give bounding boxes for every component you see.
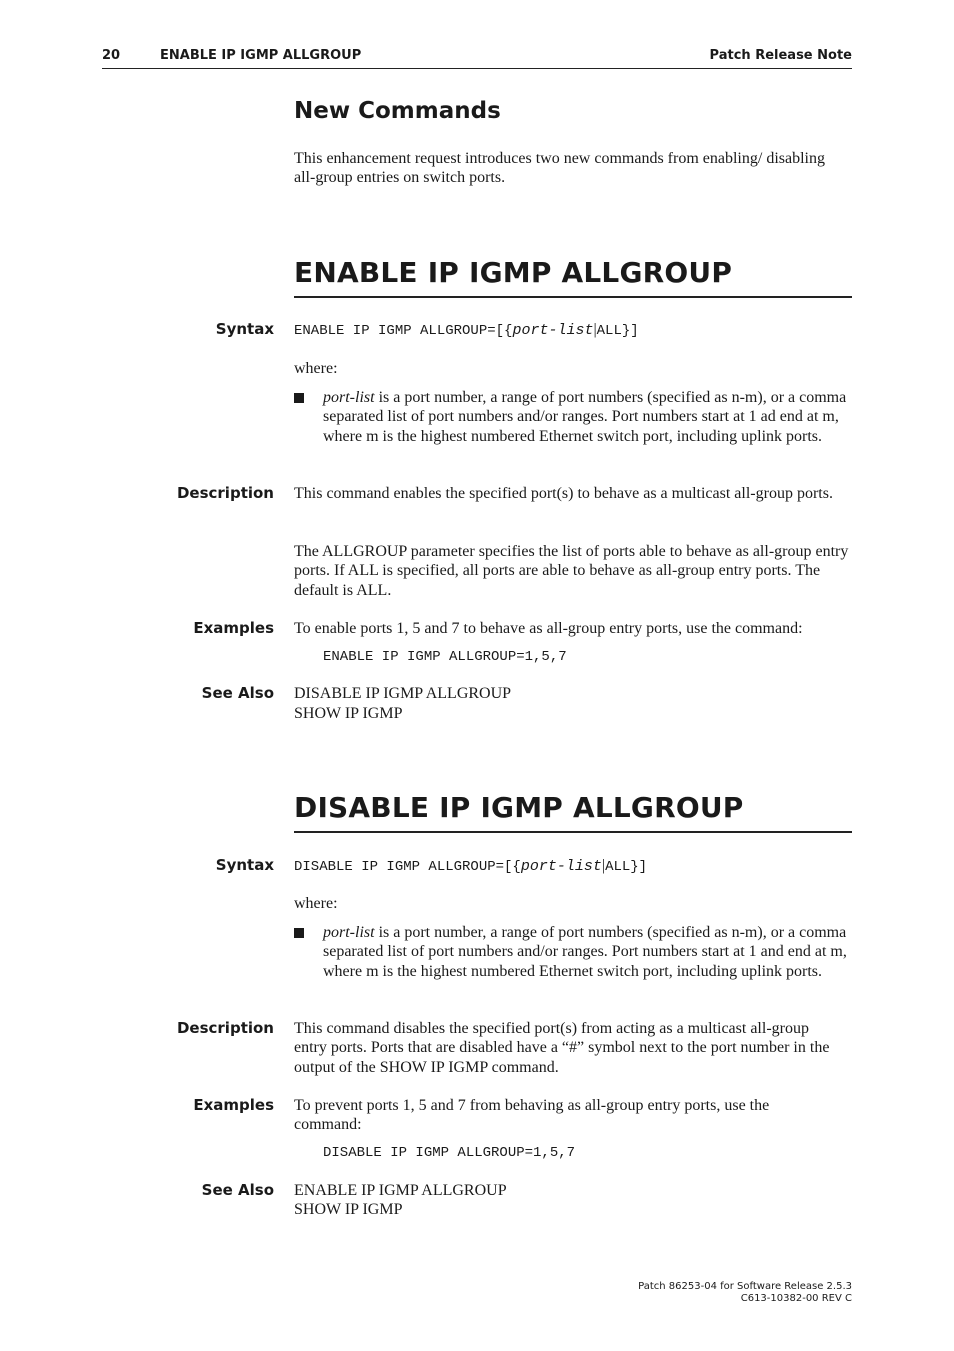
enable-example-code: ENABLE IP IGMP ALLGROUP=1,5,7 [323,649,567,665]
disable-syntax-param: port-list [520,858,602,875]
disable-command-title: DISABLE IP IGMP ALLGROUP [294,791,744,824]
enable-examples-label: Examples [193,619,274,637]
enable-bullet [294,393,304,403]
enable-syntax-suffix: ALL}] [596,323,639,339]
enable-title-rule [294,296,852,298]
header-section: ENABLE IP IGMP ALLGROUP [160,48,362,63]
enable-syntax-bar: | [593,321,597,338]
enable-param-name: port-list [323,389,375,406]
enable-param-desc: is a port number, a range of port numbers (specified as n-m), or a comma separated list of port numbers and/or ranges. Port numbers start at 1 ad end at m, where m is the highest numbered Ethernet switch port, including uplink ports. [323,389,847,445]
disable-example-code: DISABLE IP IGMP ALLGROUP=1,5,7 [323,1145,576,1161]
disable-bullet [294,928,304,938]
disable-description-label: Description [176,1019,274,1037]
header-rule [102,68,852,69]
enable-syntax-prefix: ENABLE IP IGMP ALLGROUP=[{ [294,323,513,339]
footer-line-1: Patch 86253-04 for Software Release 2.5.3 [638,1281,852,1292]
enable-description-label: Description [176,484,274,502]
disable-title-rule [294,831,852,833]
enable-where: where: [294,360,338,377]
disable-syntax [294,857,647,875]
disable-where: where: [294,895,338,912]
enable-see-also-label: See Also [201,684,274,702]
disable-description: This command disables the specified port(s) from acting as a multicast all-group entry ports. Ports that are disabled have a “#” symbol next to the port number in the output of the SHOW IP IGMP command. [294,1020,830,1076]
disable-syntax-label: Syntax [215,856,274,874]
intro-heading: New Commands [294,98,501,124]
disable-syntax-prefix: DISABLE IP IGMP ALLGROUP=[{ [294,859,521,875]
enable-see-also-1: DISABLE IP IGMP ALLGROUP [294,685,512,702]
enable-command-title: ENABLE IP IGMP ALLGROUP [294,256,733,289]
disable-param-item [323,923,851,981]
disable-see-also-label: See Also [201,1181,274,1199]
intro-text: This enhancement request introduces two new commands from enabling/ disabling all-group entries on switch ports. [294,150,825,187]
page-number: 20 [102,48,121,63]
enable-see-also-2: SHOW IP IGMP [294,705,403,722]
enable-example-text: To enable ports 1, 5 and 7 to behave as all-group entry ports, use the command: [294,620,803,637]
disable-examples-label: Examples [193,1096,274,1114]
disable-param-desc: is a port number, a range of port numbers (specified as n-m), or a comma separated list of port numbers and/or ranges. Port numbers start at 1 and end at m, where m is the highest numbered Ethernet switch port, including uplink ports. [323,924,847,980]
enable-syntax-param: port-list [512,322,594,339]
disable-param-name: port-list [323,924,375,941]
enable-param-item [323,388,848,446]
disable-see-also-2: SHOW IP IGMP [294,1201,403,1218]
disable-see-also-1: ENABLE IP IGMP ALLGROUP [294,1182,507,1199]
enable-syntax [294,321,639,339]
disable-example-text: To prevent ports 1, 5 and 7 from behaving as all-group entry ports, use the command: [294,1097,770,1134]
footer-line-2: C613-10382-00 REV C [740,1293,852,1304]
header-doc-title: Patch Release Note [709,48,852,63]
enable-syntax-label: Syntax [215,320,274,338]
footer [638,1281,852,1305]
disable-syntax-bar: | [601,857,606,874]
enable-description-2: The ALLGROUP parameter specifies the list of ports able to behave as all-group entry ports. If ALL is specified, all ports are able to behave as all-group entry ports. The default is ALL. [294,543,849,599]
enable-description-1: This command enables the specified port(s) to behave as a multicast all-group ports. [294,485,833,502]
disable-syntax-suffix: ALL}] [605,859,648,875]
